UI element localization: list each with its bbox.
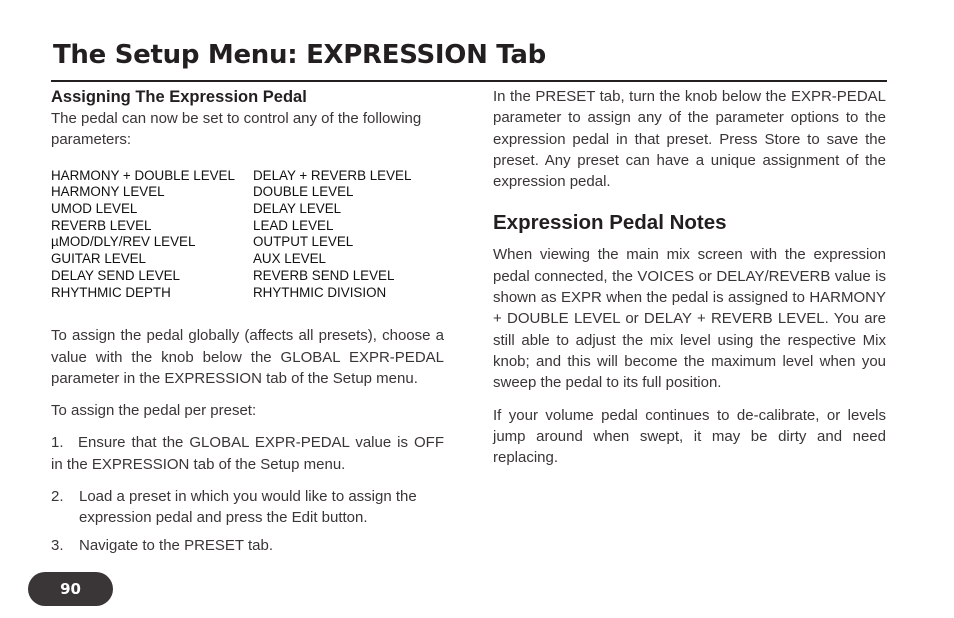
- per-preset-paragraph: To assign the pedal per preset:: [51, 402, 257, 420]
- step-list: [51, 432, 444, 555]
- notes-paragraph: If your volume pedal continues to de-calibrate, or levels jump around when swept, it may be dirty and need replacing.: [493, 406, 886, 467]
- step-text: Ensure that the GLOBAL EXPR-PEDAL value is OFF in the EXPRESSION tab of the Setup menu.: [51, 434, 444, 473]
- param-item: LEAD LEVEL: [253, 217, 334, 233]
- list-item: [51, 535, 444, 556]
- step-number: 1.: [51, 434, 64, 452]
- param-item: OUTPUT LEVEL: [253, 234, 354, 250]
- param-item: DOUBLE LEVEL: [253, 184, 354, 200]
- list-item: [51, 486, 444, 529]
- left-column: [51, 86, 444, 556]
- param-item: DELAY SEND LEVEL: [51, 267, 181, 283]
- page-number: 90: [60, 580, 81, 598]
- preset-tab-paragraph: In the PRESET tab, turn the knob below the EXPR-PEDAL parameter to assign any of the parameter options to the expression pedal in that preset. Press Store to save the preset. Any preset can have a unique assignment of the expression pedal.: [493, 88, 886, 191]
- param-item: RHYTHMIC DIVISION: [253, 284, 387, 300]
- global-assign-paragraph: To assign the pedal globally (affects all presets), choose a value with the knob below the GLOBAL EXPR-PEDAL parameter in the EXPRESSION tab of the Setup menu.: [51, 327, 444, 387]
- param-item: HARMONY LEVEL: [51, 184, 165, 200]
- param-item: DELAY + REVERB LEVEL: [253, 167, 412, 183]
- step-number: 2.: [51, 488, 64, 505]
- intro-paragraph: The pedal can now be set to control any of the following parameters:: [51, 110, 422, 149]
- list-item: [51, 432, 444, 475]
- param-item: AUX LEVEL: [253, 251, 326, 267]
- param-item: HARMONY + DOUBLE LEVEL: [51, 167, 235, 183]
- step-text: Navigate to the PRESET tab.: [79, 536, 273, 554]
- notes-paragraph: When viewing the main mix screen with the expression pedal connected, the VOICES or DELAY/REVERB value is shown as EXPR when the pedal is assigned to HARMONY + DOUBLE LEVEL or DELAY + REVERB LEVEL. You are still able to adjust the mix level using the respective Mix knob; and this will become the maximum level when you sweep the pedal to its full position.: [493, 246, 886, 392]
- notes-heading: Expression Pedal Notes: [493, 211, 727, 235]
- parameter-list: [51, 168, 444, 302]
- param-item: µMOD/DLY/REV LEVEL: [51, 234, 196, 250]
- param-item: DELAY LEVEL: [253, 201, 342, 216]
- title-divider: [51, 80, 887, 82]
- param-item: UMOD LEVEL: [51, 201, 138, 216]
- step-text: Load a preset in which you would like to assign the expression pedal and press the Edit button.: [79, 488, 417, 527]
- param-item: REVERB SEND LEVEL: [253, 267, 395, 283]
- param-item: REVERB LEVEL: [51, 217, 152, 233]
- step-number: 3.: [51, 536, 64, 554]
- param-item: RHYTHMIC DEPTH: [51, 284, 171, 300]
- assigning-heading: Assigning The Expression Pedal: [51, 88, 307, 106]
- page-title: The Setup Menu: EXPRESSION Tab: [53, 40, 546, 70]
- param-item: GUITAR LEVEL: [51, 251, 147, 267]
- page-number-badge: [28, 572, 113, 606]
- right-column: [493, 86, 886, 468]
